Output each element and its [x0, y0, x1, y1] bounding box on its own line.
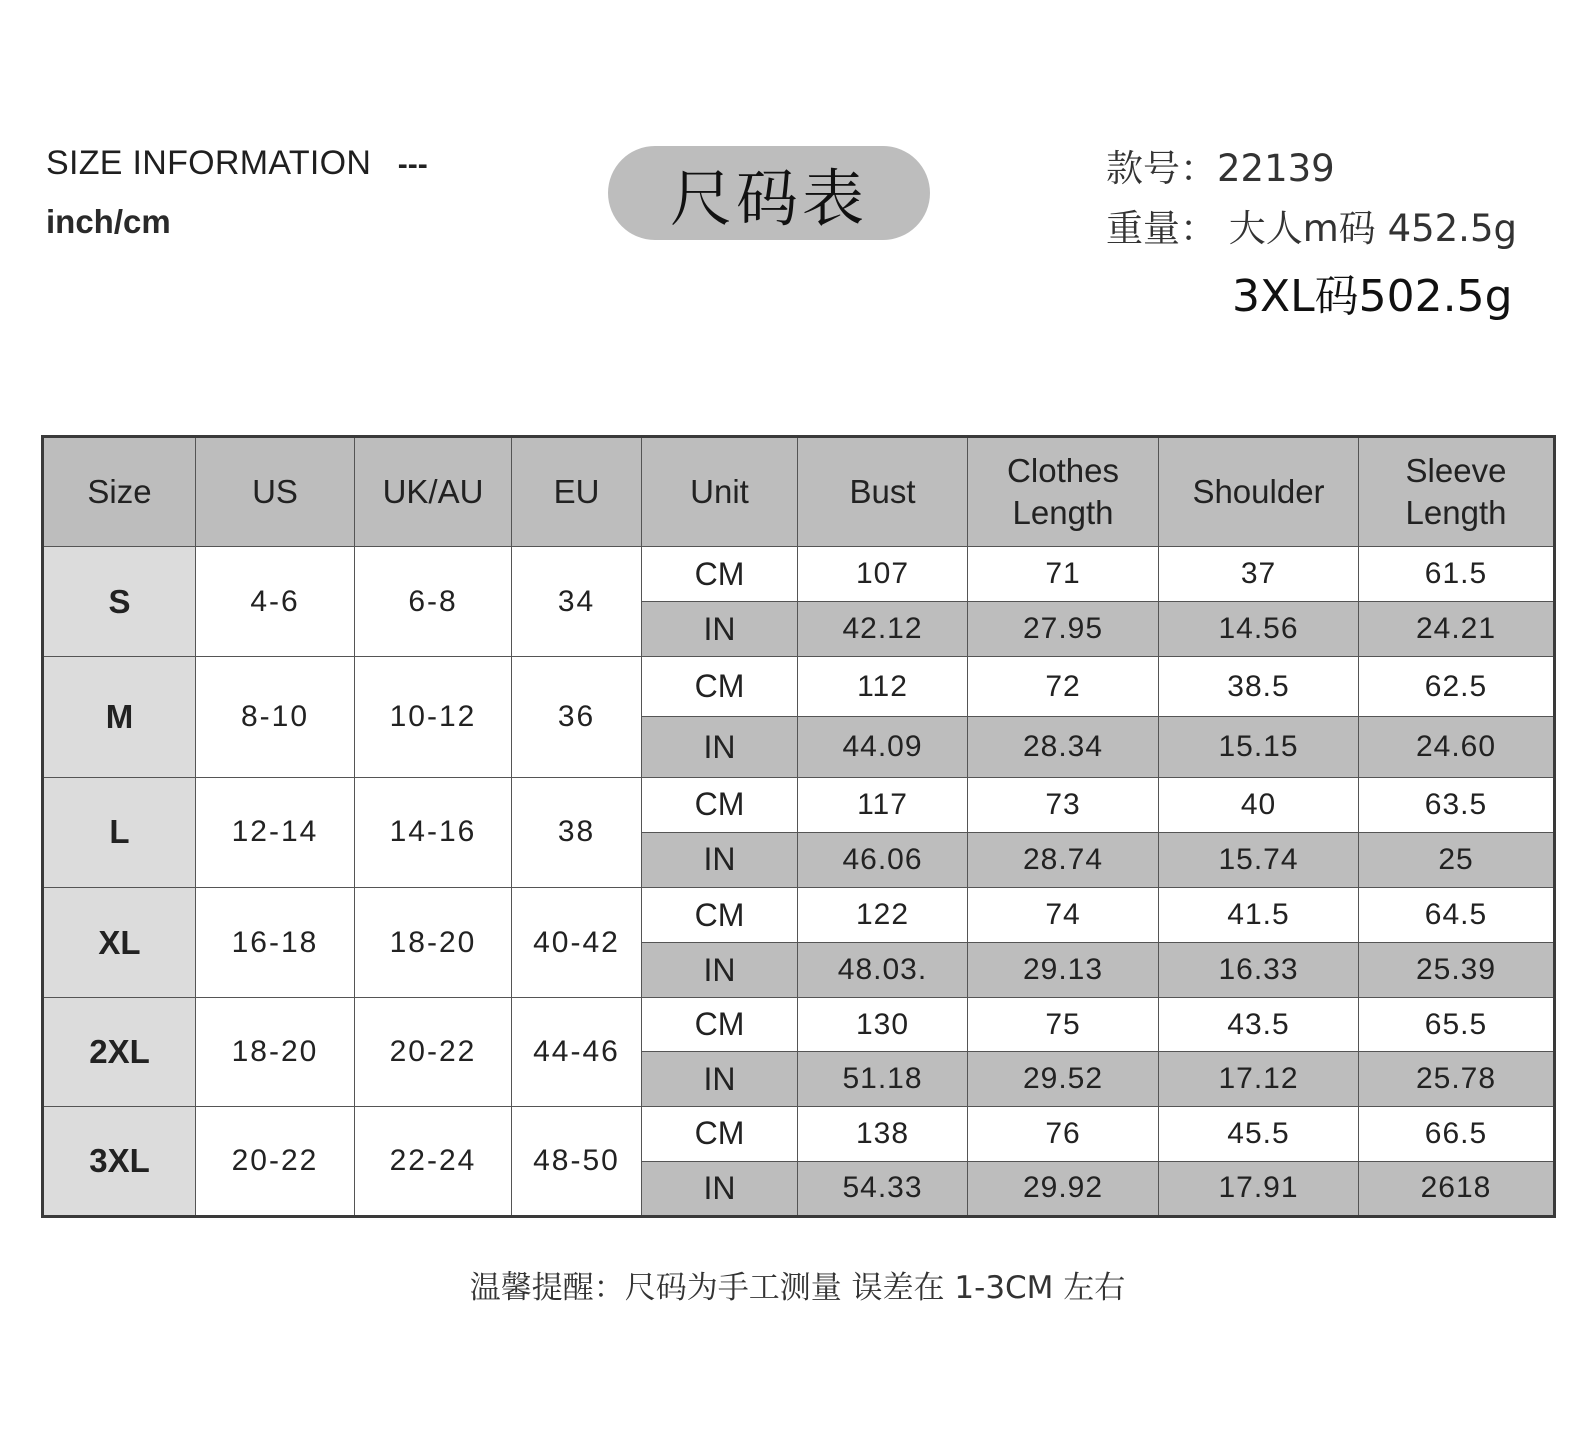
eu-size-cell: 44-46 — [512, 998, 642, 1106]
header-bust: Bust — [798, 437, 968, 547]
shoulder-in-cell: 14.56 — [1159, 602, 1359, 657]
header-us: US — [196, 437, 355, 547]
us-size-cell: 16-18 — [196, 887, 355, 997]
clothes-length-in-cell: 29.13 — [968, 943, 1159, 998]
unit-cm-cell: CM — [642, 1106, 798, 1161]
bust-in-cell: 48.03. — [798, 943, 968, 998]
sleeve-length-cm-cell: 62.5 — [1359, 657, 1555, 717]
size-cell: XL — [43, 887, 196, 997]
bust-in-cell: 42.12 — [798, 602, 968, 657]
unit-in-cell: IN — [642, 602, 798, 657]
us-size-cell: 8-10 — [196, 657, 355, 777]
bust-in-cell: 46.06 — [798, 832, 968, 887]
uk-au-size-cell: 20-22 — [355, 998, 512, 1106]
shoulder-cm-cell: 45.5 — [1159, 1106, 1359, 1161]
shoulder-in-cell: 17.12 — [1159, 1052, 1359, 1106]
uk-au-size-cell: 22-24 — [355, 1106, 512, 1216]
sleeve-length-cm-cell: 63.5 — [1359, 777, 1555, 832]
clothes-length-cm-cell: 74 — [968, 887, 1159, 942]
unit-in-cell: IN — [642, 943, 798, 998]
sleeve-length-cm-cell: 64.5 — [1359, 887, 1555, 942]
header-size: Size — [43, 437, 196, 547]
size-table — [41, 435, 1556, 1218]
us-size-cell: 20-22 — [196, 1106, 355, 1216]
table-row — [43, 547, 1555, 602]
table-row — [43, 1106, 1555, 1161]
bust-cm-cell: 107 — [798, 547, 968, 602]
eu-size-cell: 36 — [512, 657, 642, 777]
size-info-header — [46, 144, 428, 241]
size-cell: L — [43, 777, 196, 887]
header-eu: EU — [512, 437, 642, 547]
eu-size-cell: 38 — [512, 777, 642, 887]
clothes-length-in-cell: 28.34 — [968, 717, 1159, 777]
shoulder-in-cell: 17.91 — [1159, 1161, 1359, 1216]
uk-au-size-cell: 10-12 — [355, 657, 512, 777]
unit-in-cell: IN — [642, 1161, 798, 1216]
table-row — [43, 657, 1555, 717]
header-uk-au: UK/AU — [355, 437, 512, 547]
table-header-row — [43, 437, 1555, 547]
bust-in-cell: 54.33 — [798, 1161, 968, 1216]
sleeve-length-cm-cell: 65.5 — [1359, 998, 1555, 1052]
header-sleeve-length: Sleeve Length — [1359, 437, 1555, 547]
size-info-title: SIZE INFORMATION — [46, 144, 372, 182]
sleeve-length-in-cell: 24.60 — [1359, 717, 1555, 777]
unit-cm-cell: CM — [642, 547, 798, 602]
size-cell: S — [43, 547, 196, 657]
sleeve-length-cm-cell: 61.5 — [1359, 547, 1555, 602]
shoulder-in-cell: 15.15 — [1159, 717, 1359, 777]
unit-in-cell: IN — [642, 832, 798, 887]
bust-in-cell: 51.18 — [798, 1052, 968, 1106]
style-number: 款号：22139 — [1106, 147, 1335, 190]
unit-cm-cell: CM — [642, 887, 798, 942]
shoulder-in-cell: 15.74 — [1159, 832, 1359, 887]
sleeve-length-in-cell: 24.21 — [1359, 602, 1555, 657]
unit-in-cell: IN — [642, 717, 798, 777]
clothes-length-cm-cell: 71 — [968, 547, 1159, 602]
weight-line-1: 重量： 大人m码 452.5g — [1106, 207, 1517, 250]
clothes-length-cm-cell: 76 — [968, 1106, 1159, 1161]
footnote: 温馨提醒：尺码为手工测量 误差在 1-3CM 左右 — [469, 1270, 1126, 1306]
size-cell: 3XL — [43, 1106, 196, 1216]
table-row — [43, 998, 1555, 1052]
header-clothes-length: Clothes Length — [968, 437, 1159, 547]
uk-au-size-cell: 18-20 — [355, 887, 512, 997]
clothes-length-in-cell: 29.92 — [968, 1161, 1159, 1216]
unit-label: inch/cm — [46, 203, 171, 240]
weight-line-2: 3XL码502.5g — [1232, 271, 1513, 322]
sleeve-length-in-cell: 25.78 — [1359, 1052, 1555, 1106]
uk-au-size-cell: 14-16 — [355, 777, 512, 887]
shoulder-cm-cell: 40 — [1159, 777, 1359, 832]
table-row — [43, 777, 1555, 832]
table-row — [43, 887, 1555, 942]
eu-size-cell: 48-50 — [512, 1106, 642, 1216]
unit-cm-cell: CM — [642, 657, 798, 717]
size-cell: 2XL — [43, 998, 196, 1106]
clothes-length-cm-cell: 75 — [968, 998, 1159, 1052]
bust-in-cell: 44.09 — [798, 717, 968, 777]
bust-cm-cell: 138 — [798, 1106, 968, 1161]
shoulder-cm-cell: 37 — [1159, 547, 1359, 602]
sleeve-length-in-cell: 25 — [1359, 832, 1555, 887]
bust-cm-cell: 112 — [798, 657, 968, 717]
sleeve-length-in-cell: 25.39 — [1359, 943, 1555, 998]
shoulder-in-cell: 16.33 — [1159, 943, 1359, 998]
us-size-cell: 18-20 — [196, 998, 355, 1106]
header-unit: Unit — [642, 437, 798, 547]
us-size-cell: 4-6 — [196, 547, 355, 657]
eu-size-cell: 34 — [512, 547, 642, 657]
clothes-length-in-cell: 27.95 — [968, 602, 1159, 657]
size-cell: M — [43, 657, 196, 777]
sleeve-length-in-cell: 2618 — [1359, 1161, 1555, 1216]
uk-au-size-cell: 6-8 — [355, 547, 512, 657]
unit-cm-cell: CM — [642, 777, 798, 832]
size-chart-pill: 尺码表 — [608, 146, 930, 240]
sleeve-length-cm-cell: 66.5 — [1359, 1106, 1555, 1161]
shoulder-cm-cell: 38.5 — [1159, 657, 1359, 717]
unit-in-cell: IN — [642, 1052, 798, 1106]
unit-cm-cell: CM — [642, 998, 798, 1052]
eu-size-cell: 40-42 — [512, 887, 642, 997]
us-size-cell: 12-14 — [196, 777, 355, 887]
product-info — [1106, 144, 1517, 324]
bust-cm-cell: 122 — [798, 887, 968, 942]
shoulder-cm-cell: 41.5 — [1159, 887, 1359, 942]
clothes-length-in-cell: 29.52 — [968, 1052, 1159, 1106]
bust-cm-cell: 117 — [798, 777, 968, 832]
title-dash: --- — [397, 148, 428, 181]
clothes-length-in-cell: 28.74 — [968, 832, 1159, 887]
header-shoulder: Shoulder — [1159, 437, 1359, 547]
bust-cm-cell: 130 — [798, 998, 968, 1052]
shoulder-cm-cell: 43.5 — [1159, 998, 1359, 1052]
clothes-length-cm-cell: 73 — [968, 777, 1159, 832]
clothes-length-cm-cell: 72 — [968, 657, 1159, 717]
